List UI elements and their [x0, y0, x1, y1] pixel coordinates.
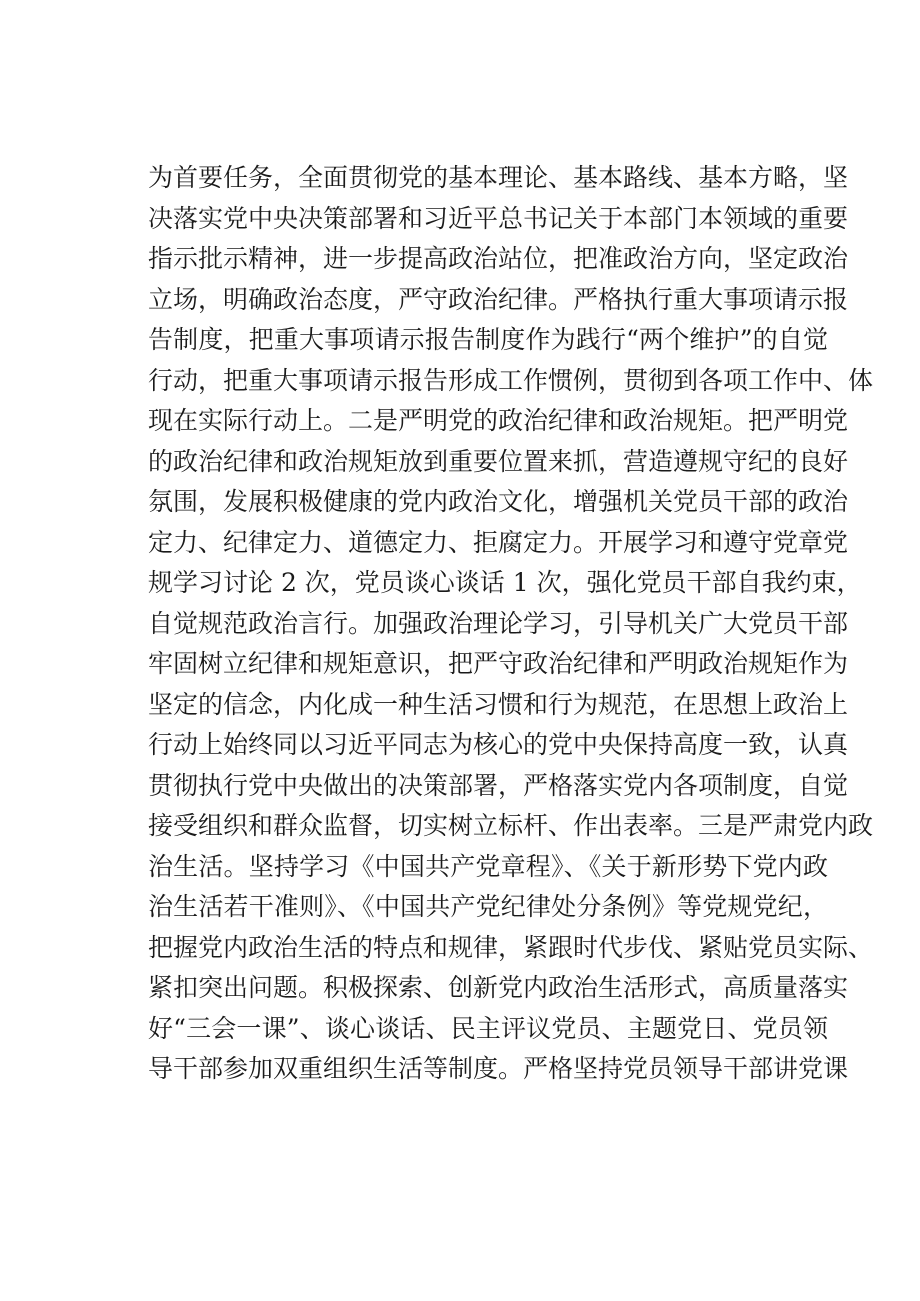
text-line: 好“三会一课”、谈心谈话、民主评议党员、主题党日、党员领 — [148, 1013, 828, 1043]
text-line: 接受组织和群众监督，切实树立标杆、作出表率。三是严肃党内政 — [148, 811, 874, 840]
text-line: 规学习讨论 2 次，党员谈心谈话 1 次，强化党员干部自我约束， — [148, 568, 862, 597]
text-line: 行动，把重大事项请示报告形成工作惯例，贯彻到各项工作中、体 — [148, 365, 874, 395]
text-line: 决落实党中央决策部署和习近平总书记关于本部门本领域的重要 — [148, 203, 849, 233]
text-line: 指示批示精神，进一步提高政治站位，把准政治方向，坚定政治 — [148, 244, 849, 273]
text-line: 自觉规范政治言行。加强政治理论学习，引导机关广大党员干部 — [148, 608, 849, 638]
text-line: 导干部参加双重组织生活等制度。严格坚持党员领导干部讲党课 — [148, 1054, 849, 1083]
text-line: 定力、纪律定力、道德定力、拒腐定力。开展学习和遵守党章党 — [148, 527, 849, 557]
text-line: 告制度，把重大事项请示报告制度作为践行“两个维护”的自觉 — [148, 325, 828, 354]
text-line: 氛围，发展积极健康的党内政治文化，增强机关党员干部的政治 — [148, 487, 849, 516]
text-line: 坚定的信念，内化成一种生活习惯和行为规范，在思想上政治上 — [148, 689, 849, 719]
text-line: 现在实际行动上。二是严明党的政治纪律和政治规矩。把严明党 — [148, 406, 849, 435]
text-line: 治生活若干准则》、《中国共产党纪律处分条例》等党规党纪， — [148, 892, 828, 921]
text-line: 的政治纪律和政治规矩放到重要位置来抓，营造遵规守纪的良好 — [148, 446, 849, 476]
text-line: 贯彻执行党中央做出的决策部署，严格落实党内各项制度，自觉 — [148, 770, 849, 800]
text-line: 紧扣突出问题。积极探索、创新党内政治生活形式，高质量落实 — [148, 973, 849, 1002]
body-paragraph — [148, 158, 874, 1090]
text-line: 治生活。坚持学习《中国共产党章程》、《关于新形势下党内政 — [148, 851, 828, 881]
text-line: 立场，明确政治态度，严守政治纪律。严格执行重大事项请示报 — [148, 284, 849, 314]
text-line: 牢固树立纪律和规矩意识，把严守政治纪律和严明政治规矩作为 — [148, 649, 849, 678]
text-line: 为首要任务，全面贯彻党的基本理论、基本路线、基本方略，坚 — [148, 163, 849, 192]
text-line: 行动上始终同以习近平同志为核心的党中央保持高度一致，认真 — [148, 730, 849, 759]
text-line: 把握党内政治生活的特点和规律，紧跟时代步伐、紧贴党员实际、 — [148, 932, 874, 962]
